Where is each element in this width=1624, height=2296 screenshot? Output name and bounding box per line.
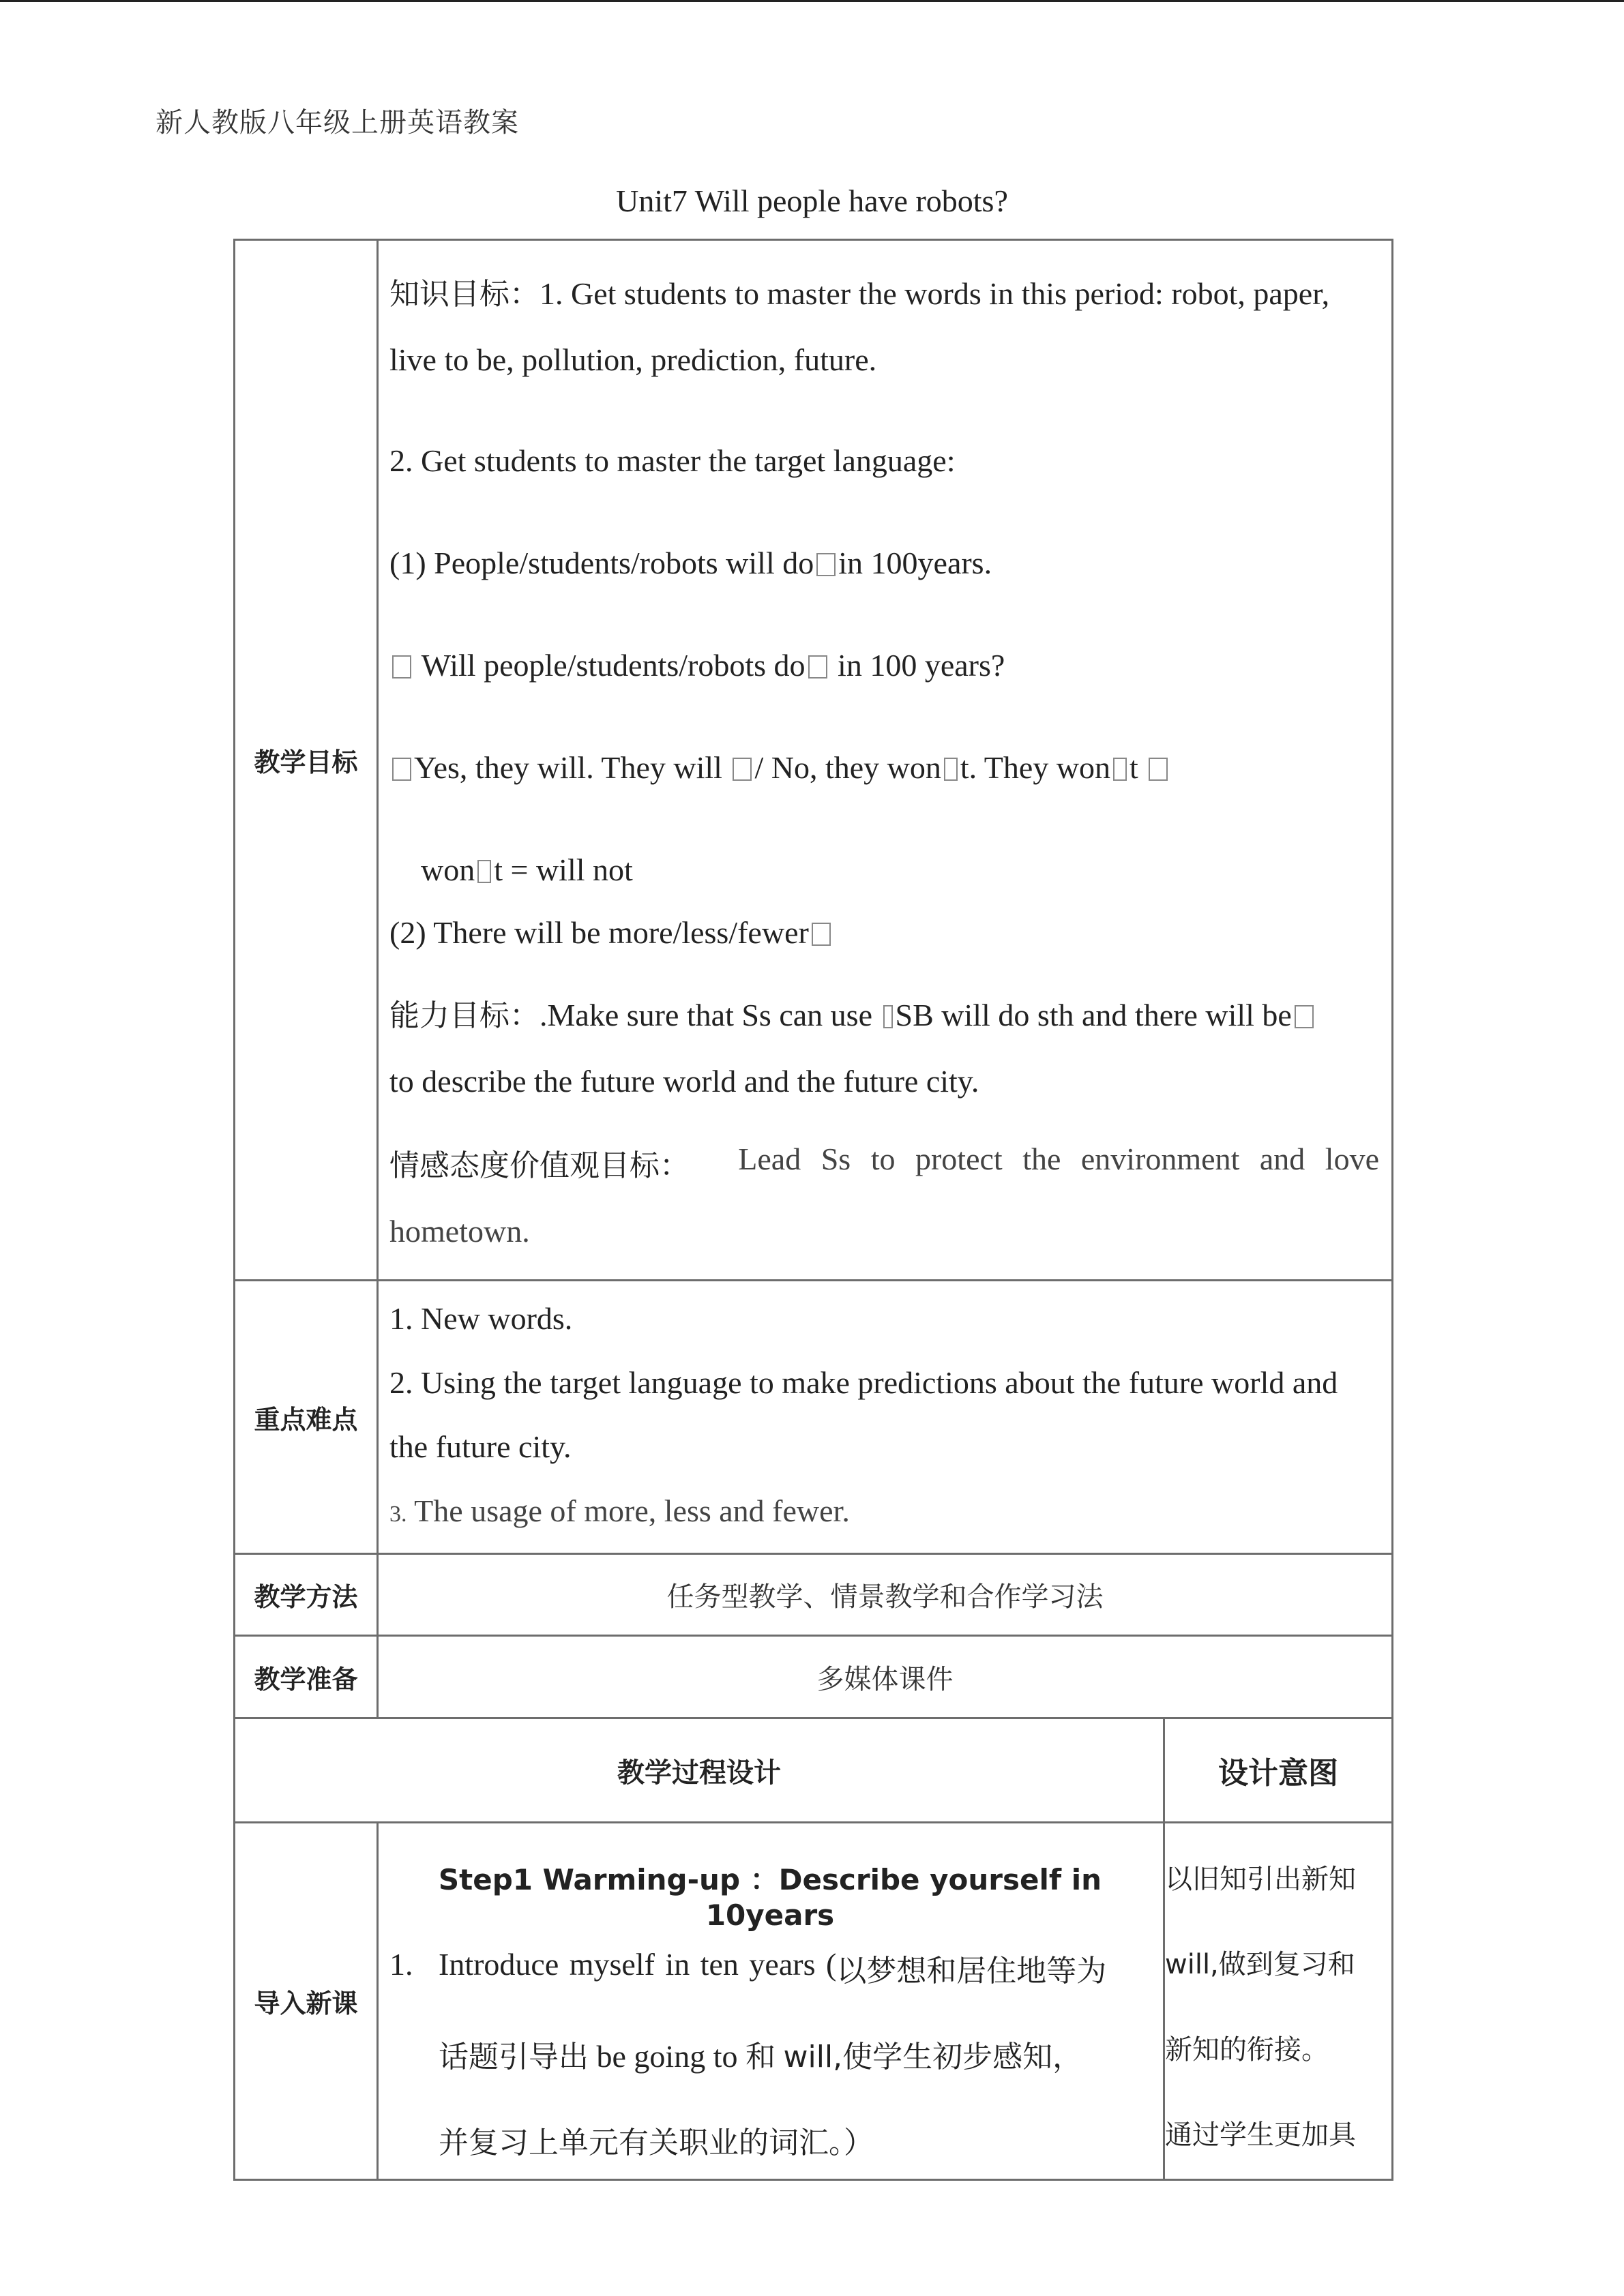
keypoints-content	[378, 1281, 1393, 1554]
top-border-line	[0, 0, 1624, 2]
knowledge-line: 知识目标：1. Get students to master the words in this period: robot, paper,	[389, 276, 1330, 312]
target-language-line: 2. Get students to master the target language:	[389, 443, 956, 478]
ability-continuation: to describe the future world and the future city.	[389, 1064, 979, 1099]
keypoints-label: 重点难点	[235, 1281, 378, 1554]
keypoint-2: 2. Using the target language to make predictions about the future world and	[389, 1365, 1338, 1400]
intro-row	[235, 1823, 1393, 2180]
prep-row	[235, 1636, 1393, 1718]
item2-line: (2) There will be more/less/fewer	[389, 914, 1379, 991]
intro-content	[378, 1823, 1164, 2180]
keypoint-2-cont: the future city.	[389, 1429, 572, 1464]
objectives-content	[378, 240, 1393, 1281]
intent-line-2: will,做到复习和	[1165, 1949, 1355, 1980]
intent-line-3: 新知的衔接。	[1165, 2034, 1329, 2066]
objectives-label: 教学目标	[235, 240, 378, 1281]
intro-intent	[1164, 1823, 1393, 2180]
lesson-plan-table	[233, 239, 1393, 2181]
question-line: Will people/students/robots do in 100 years?	[389, 647, 1379, 749]
intro-item-1-line2: 话题引导出 be going to 和 will,使学生初步感知，	[439, 2039, 1083, 2074]
ability-line: 能力目标：.Make sure that Ss can use SB will do sth and there will be	[389, 991, 1379, 1063]
intro-item-1-line3: 并复习上单元有关职业的词汇。）	[439, 2126, 874, 2160]
objectives-row	[235, 240, 1393, 1281]
prep-value: 多媒体课件	[378, 1636, 1393, 1718]
method-value: 任务型教学、情景教学和合作学习法	[378, 1554, 1393, 1636]
document-title: Unit7 Will people have robots?	[616, 183, 1008, 218]
emotion-line: 情感态度价值观目标： Lead Ss to protect the environment and love	[389, 1142, 1379, 1183]
intro-label: 导入新课	[235, 1823, 378, 2180]
wont-line: won t = will not	[421, 852, 633, 887]
intent-line-4: 通过学生更加具	[1165, 2119, 1356, 2151]
prep-label: 教学准备	[235, 1636, 378, 1718]
emotion-continuation: hometown.	[389, 1214, 530, 1249]
keypoint-1: 1. New words.	[389, 1301, 573, 1336]
step1-title: Step1 Warming-up ：Describe yourself in 10years	[438, 1863, 1102, 1932]
knowledge-continuation: live to be, pollution, prediction, future.	[389, 342, 877, 377]
keypoint-3: 3. The usage of more, less and fewer.	[389, 1493, 850, 1528]
intent-line-1: 以旧知引出新知	[1165, 1864, 1356, 1895]
method-label: 教学方法	[235, 1554, 378, 1636]
keypoints-row	[235, 1281, 1393, 1554]
running-header: 新人教版八年级上册英语教案	[156, 107, 519, 138]
intro-item-1: 1. Introduce myself in ten years ( 以梦想和居住地等为	[389, 1947, 1107, 1988]
process-header-row	[235, 1718, 1393, 1823]
intent-header: 设计意图	[1164, 1718, 1393, 1823]
item1-line: (1) People/students/robots will do in 100years.	[389, 546, 992, 580]
answer-line: Yes, they will. They will / No, they won t. They won t	[389, 749, 1379, 852]
process-header: 教学过程设计	[235, 1718, 1164, 1823]
method-row	[235, 1554, 1393, 1636]
